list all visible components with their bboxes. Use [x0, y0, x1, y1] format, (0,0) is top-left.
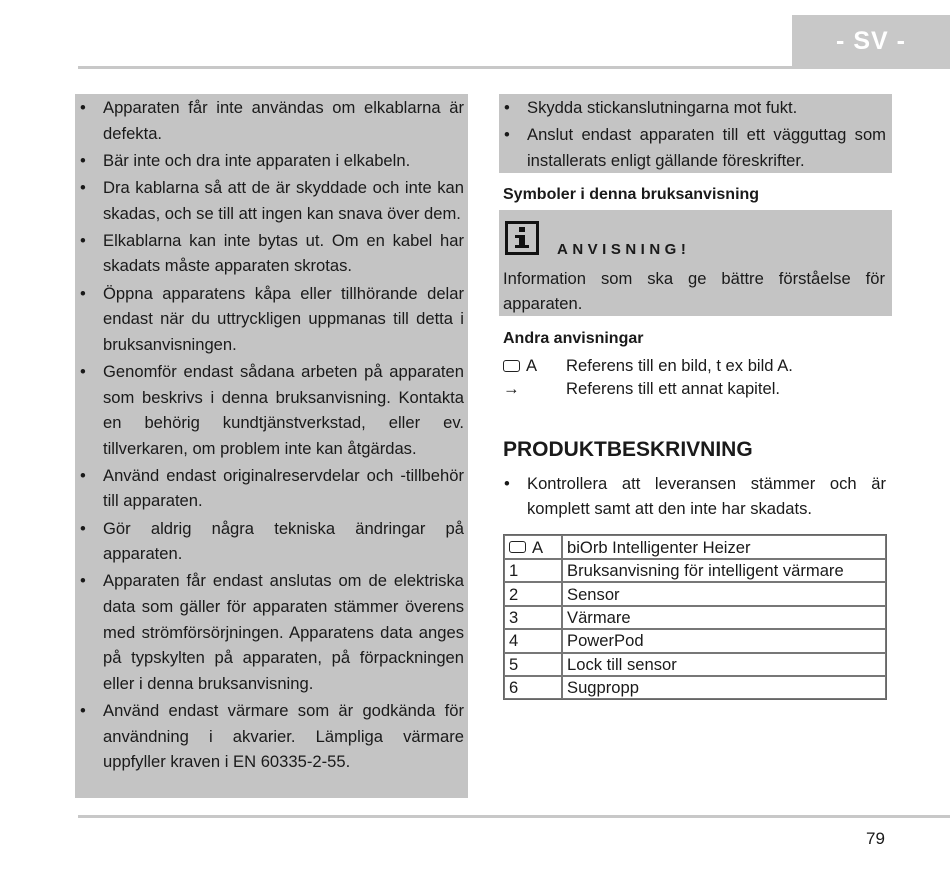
- table-row: [504, 629, 886, 652]
- note-box: [499, 210, 892, 316]
- figure-reference-row: [503, 355, 793, 377]
- table-row: [504, 582, 886, 605]
- reference-text: Referens till en bild, t ex bild A.: [566, 356, 793, 375]
- footer-rule: [78, 815, 950, 818]
- list-item: • Gör aldrig några tekniska ändringar på apparaten.: [75, 516, 468, 567]
- note-label: ANVISNING!: [557, 241, 691, 258]
- table-cell-key: 2: [504, 582, 562, 605]
- list-item: • Genomför endast sådana arbeten på apparaten som beskrivs i denna bruksanvisning. Kontakta en behörig kundtjänstverkstad, eller ev. tillverkaren, om problem inte kan åtgärdas.: [75, 359, 468, 461]
- table-cell-value: Lock till sensor: [562, 653, 886, 676]
- list-item: • Dra kablarna så att de är skyddade och inte kan skadas, och se till att ingen kan snava över dem.: [75, 175, 468, 226]
- table-cell-value: biOrb Intelligenter Heizer: [562, 535, 886, 559]
- product-bullets: [499, 471, 892, 522]
- table-cell-key: 5: [504, 653, 562, 676]
- list-item: • Använd endast originalreservdelar och -tillbehör till apparaten.: [75, 463, 468, 514]
- list-item: • Anslut endast apparaten till ett vägguttag som installerats enligt gällande föreskrifter.: [499, 122, 892, 173]
- table-cell-key: A: [504, 535, 562, 559]
- safety-notes-box-continued: [499, 94, 892, 173]
- list-item: • Apparaten får inte användas om elkablarna är defekta.: [75, 95, 468, 146]
- table-cell-value: Värmare: [562, 606, 886, 629]
- table-cell-value: Bruksanvisning för intelligent värmare: [562, 559, 886, 582]
- figure-box-icon: [503, 360, 520, 372]
- symbols-heading: Symboler i denna bruksanvisning: [503, 186, 760, 203]
- product-description-heading: PRODUKTBESKRIVNING: [503, 438, 753, 461]
- list-item: • Apparaten får endast anslutas om de elektriska data som gäller för apparaten stämmer överens med strömförsörjningen. Apparatens data anges på typskylten på apparaten, på förpackningen eller i denna bruksanvisning.: [75, 568, 468, 696]
- chapter-reference-row: [503, 378, 780, 400]
- list-item: • Kontrollera att leveransen stämmer och är komplett samt att den inte har skadats.: [499, 471, 892, 522]
- table-cell-value: Sugpropp: [562, 676, 886, 699]
- table-cell-key: 3: [504, 606, 562, 629]
- list-item: • Använd endast värmare som är godkända för användning i akvarier. Lämpliga värmare uppfyller kraven i EN 60335-2-55.: [75, 698, 468, 775]
- page-number: 79: [866, 829, 885, 848]
- figure-box-icon: [509, 541, 526, 553]
- info-icon: [505, 221, 539, 255]
- table-cell-key: 6: [504, 676, 562, 699]
- reference-key: A: [526, 356, 538, 375]
- other-notes-heading: Andra anvisningar: [503, 330, 644, 347]
- language-tab: - SV -: [792, 15, 950, 67]
- safety-bullet-list-continued: [499, 95, 892, 173]
- table-row: [504, 676, 886, 699]
- arrow-right-icon: →: [503, 379, 520, 398]
- reference-text: Referens till ett annat kapitel.: [566, 379, 780, 398]
- safety-notes-box: [75, 94, 468, 798]
- table-row: [504, 606, 886, 629]
- table-row: [504, 535, 886, 559]
- note-text: Information som ska ge bättre förståelse för apparaten.: [503, 269, 885, 314]
- list-item: • Skydda stickanslutningarna mot fukt.: [499, 95, 892, 120]
- header-rule: [78, 66, 950, 69]
- table-cell-key: 4: [504, 629, 562, 652]
- safety-bullet-list: [75, 95, 468, 775]
- list-item: • Bär inte och dra inte apparaten i elkabeln.: [75, 148, 468, 174]
- table-row: [504, 559, 886, 582]
- table-row: [504, 653, 886, 676]
- table-cell-value: Sensor: [562, 582, 886, 605]
- parts-table: [503, 534, 887, 700]
- table-cell-value: PowerPod: [562, 629, 886, 652]
- list-item: • Elkablarna kan inte bytas ut. Om en kabel har skadats måste apparaten skrotas.: [75, 228, 468, 279]
- list-item: • Öppna apparatens kåpa eller tillhörande delar endast när du uttryckligen uppmanas till detta i bruksanvisningen.: [75, 281, 468, 358]
- table-cell-key: 1: [504, 559, 562, 582]
